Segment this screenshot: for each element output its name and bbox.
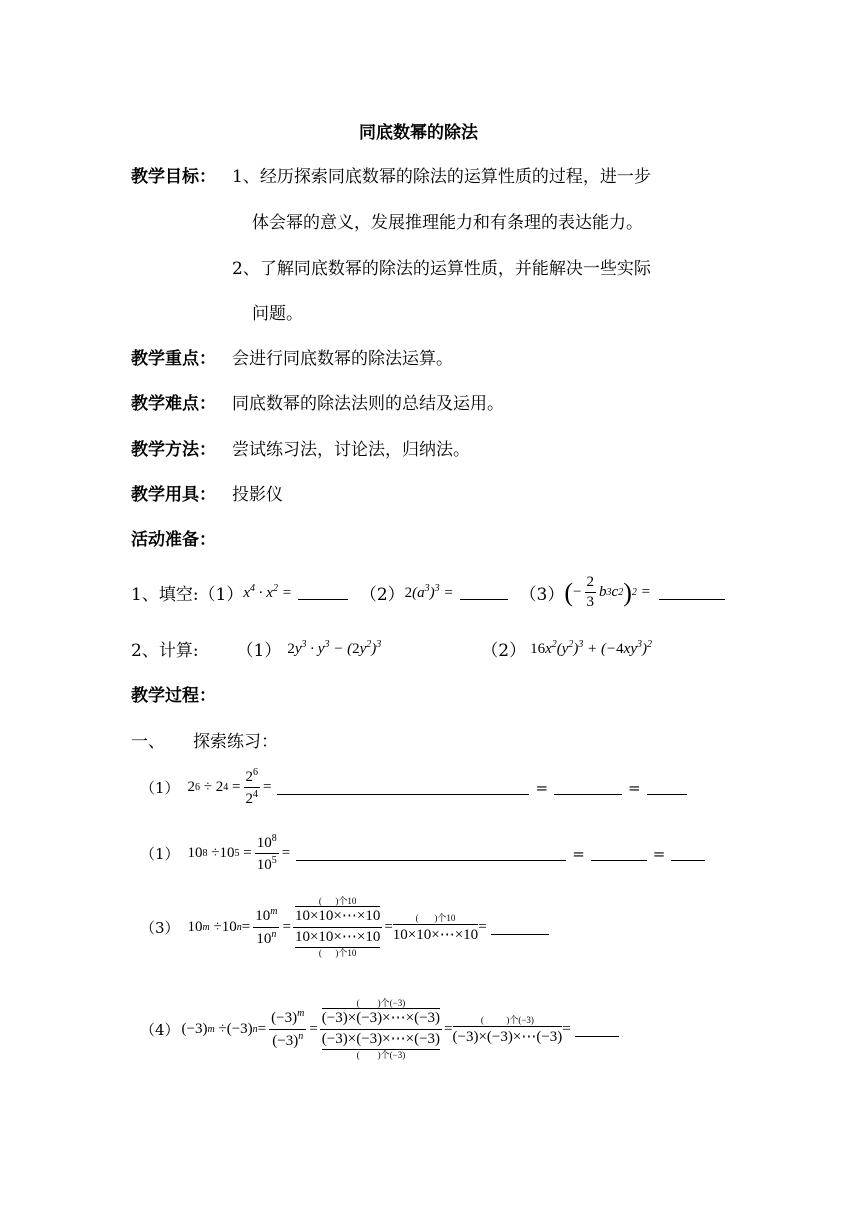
question-1-expression: 2 6 ÷ 2 4 = $\frac{2^6}{2^4}$ = (187, 767, 272, 808)
key-points-label: 教学重点： (131, 349, 216, 369)
calc-line (131, 636, 652, 661)
question-4-label: （4） (140, 1020, 180, 1039)
process-label: 教学过程： (131, 686, 216, 706)
brace-label-10-product: 个10 (437, 912, 456, 923)
brace-label-10-bottom: 个10 (338, 947, 357, 958)
brace-label-neg3-top: 个(−3) (380, 998, 406, 1008)
preparation-label: 活动准备： (131, 530, 216, 550)
question-1-blank-long[interactable] (277, 780, 529, 795)
question-2-label: （1） (140, 845, 180, 864)
question-1-label: （1） (140, 779, 180, 798)
fill-3-expression: ( − $\frac{2}{3}$ b 3 c 2 ) 2 = (564, 574, 651, 611)
objective-2-line-2: 问题。 (252, 304, 303, 324)
methods-text: 尝试练习法，讨论法，归纳法。 (232, 440, 470, 460)
question-2-blank-long[interactable] (296, 846, 566, 861)
fill-blank-line (131, 574, 725, 612)
objective-1-line-2: 体会幂的意义，发展推理能力和有条理的表达能力。 (252, 213, 643, 233)
section-title: 探索练习： (193, 732, 278, 752)
question-4-blank[interactable] (575, 1022, 619, 1037)
brace-label-10-top: 个10 (338, 896, 357, 906)
tools-text: 投影仪 (232, 485, 283, 505)
calc-1-expression: $2y^3 \cdot y^3 - (2y^2)^3$ (287, 639, 382, 657)
question-2-expression: 10 8 ÷10 5 = $\frac{10^8}{10^5}$ = (187, 833, 291, 874)
methods-label: 教学方法： (131, 440, 216, 460)
question-4 (140, 998, 619, 1060)
question-1: （1） 2 6 ÷ 2 4 = $\frac{2^6}{2^4}$ = = = (140, 767, 687, 809)
calc-1-label: （1） (236, 641, 282, 661)
fill-3-label: （3） (519, 585, 565, 606)
fill-1-blank[interactable] (298, 585, 348, 600)
question-3 (140, 896, 549, 958)
page-title: 同底数幂的除法 (359, 123, 478, 143)
section-number: 一、 (131, 732, 165, 752)
fill-1-label: （1） (198, 585, 244, 606)
calc-2-expression: $16x^2(y^2)^3 + (-4xy^3)^2$ (530, 639, 652, 657)
question-1-blank-short[interactable] (647, 780, 687, 795)
question-3-expression: 10 m ÷10 n = $\frac{10^m}{10^n}$ = ( )个10 10×10×⋯×10 10×10×⋯×10 ( )个10 = ( )个10 10×10×⋯×10 = (187, 896, 487, 958)
fill-2-label: （2） (359, 585, 405, 606)
objectives-label: 教学目标： (131, 167, 216, 187)
calc-2-label: （2） (481, 641, 527, 661)
fill-prefix: 1、填空: (131, 585, 199, 606)
question-3-blank[interactable] (491, 920, 549, 935)
question-3-label: （3） (140, 918, 180, 937)
fill-1-expression: $x^4 \cdot x^2$ = (243, 583, 292, 602)
question-2-blank-short[interactable] (671, 846, 705, 861)
calc-prefix: 2、计算: (131, 641, 199, 661)
question-4-expression: (−3) m ÷(−3) n = $\frac{(-3)^m}{(-3)^n}$ = ( )个(−3) (−3)×(−3)×⋯×(−3) (−3)×(−3)×⋯×(−3) ( )个(−3) = ( )个(−3) (−3)×(−3)×⋯(−3) = (181, 998, 571, 1060)
tools-label: 教学用具： (131, 485, 216, 505)
fill-3-blank[interactable] (659, 585, 725, 600)
question-1-blank-mid[interactable] (554, 780, 622, 795)
key-points-text: 会进行同底数幂的除法运算。 (232, 349, 453, 369)
fill-2-blank[interactable] (460, 585, 508, 600)
objective-1-line-1: 1、经历探索同底数幂的除法的运算性质的过程，进一步 (232, 167, 651, 187)
question-2-blank-mid[interactable] (591, 846, 647, 861)
fill-2-expression: $2(a^3)^3$ = (404, 583, 454, 602)
brace-label-neg3-product: 个(−3) (509, 1014, 534, 1025)
question-2: （1） 10 8 ÷10 5 = $\frac{10^8}{10^5}$ = = = (140, 833, 705, 875)
brace-label-neg3-bottom: 个(−3) (380, 1049, 406, 1060)
difficulties-label: 教学难点： (131, 394, 216, 414)
difficulties-text: 同底数幂的除法法则的总结及运用。 (232, 394, 504, 414)
objective-2-line-1: 2、了解同底数幂的除法的运算性质，并能解决一些实际 (232, 259, 651, 279)
